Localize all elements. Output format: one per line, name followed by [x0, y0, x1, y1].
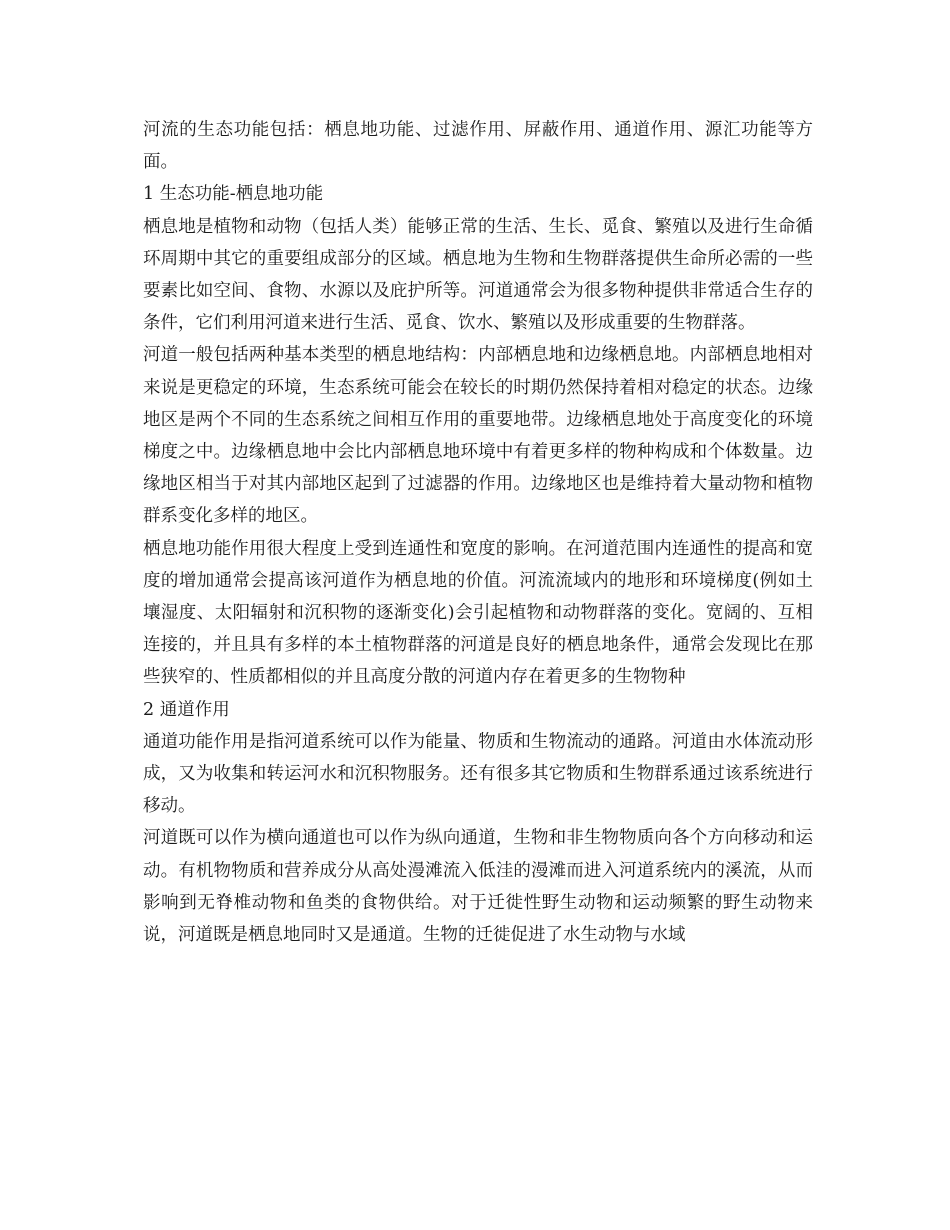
- section-heading-corridor: 2 通道作用: [143, 699, 230, 720]
- corridor-paragraph-1: 通道功能作用是指河道系统可以作为能量、物质和生物流动的通路。河道由水体流动形成，又为收集和转运河水和沉积物服务。还有很多其它物质和生物群系通过该系统进行移动。: [143, 731, 813, 817]
- habitat-paragraph-3: 栖息地功能作用很大程度上受到连通性和宽度的影响。在河道范围内连通性的提高和宽度的增加通常会提高该河道作为栖息地的价值。河流流域内的地形和环境梯度(例如土壤湿度、太阳辐射和沉积物的逐渐变化)会引起植物和动物群落的变化。宽阔的、互相连接的，并且具有多样的本土植物群落的河道是良好的栖息地条件，通常会发现比在那些狭窄的、性质都相似的并且高度分散的河道内存在着更多的生物物种: [143, 538, 813, 688]
- intro-paragraph: 河流的生态功能包括：栖息地功能、过滤作用、屏蔽作用、通道作用、源汇功能等方面。: [143, 120, 813, 173]
- corridor-paragraph-2: 河道既可以作为横向通道也可以作为纵向通道，生物和非生物物质向各个方向移动和运动。有机物物质和营养成分从高处漫滩流入低洼的漫滩而进入河道系统内的溪流，从而影响到无脊椎动物和鱼类的食物供给。对于迁徙性野生动物和运动频繁的野生动物来说，河道既是栖息地同时又是通道。生物的迁徙促进了水生动物与水域: [143, 828, 813, 946]
- document-body: [143, 114, 813, 951]
- section-heading-habitat: 1 生态功能-栖息地功能: [143, 184, 324, 205]
- habitat-paragraph-2: 河道一般包括两种基本类型的栖息地结构：内部栖息地和边缘栖息地。内部栖息地相对来说是更稳定的环境，生态系统可能会在较长的时期仍然保持着相对稳定的状态。边缘地区是两个不同的生态系统之间相互作用的重要地带。边缘栖息地处于高度变化的环境梯度之中。边缘栖息地中会比内部栖息地环境中有着更多样的物种构成和个体数量。边缘地区相当于对其内部地区起到了过滤器的作用。边缘地区也是维持着大量动物和植物群系变化多样的地区。: [143, 345, 813, 527]
- habitat-paragraph-1: 栖息地是植物和动物（包括人类）能够正常的生活、生长、觅食、繁殖以及进行生命循环周期中其它的重要组成部分的区域。栖息地为生物和生物群落提供生命所必需的一些要素比如空间、食物、水源以及庇护所等。河道通常会为很多物种提供非常适合生存的条件，它们利用河道来进行生活、觅食、饮水、繁殖以及形成重要的生物群落。: [143, 216, 813, 334]
